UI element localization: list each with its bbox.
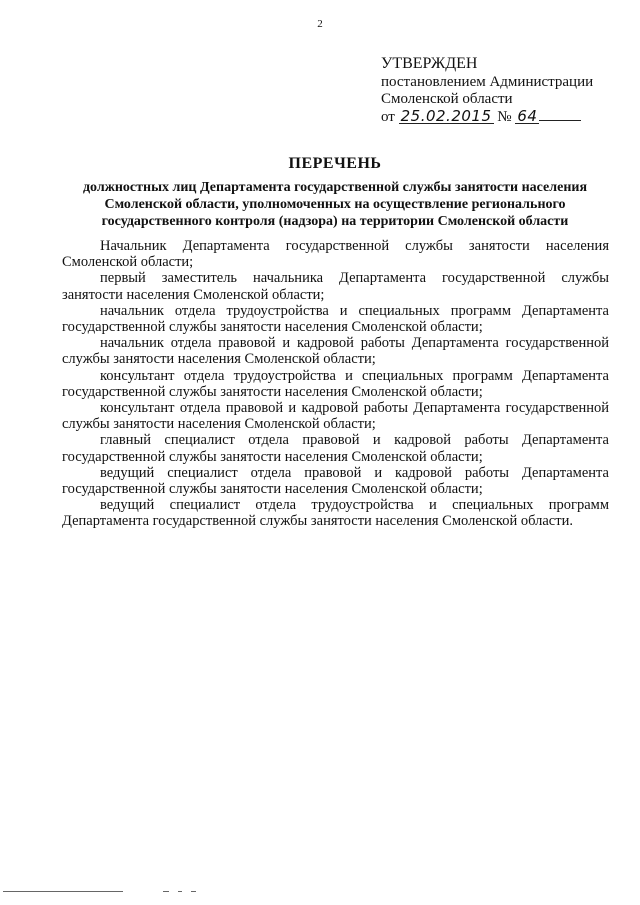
document-title (60, 155, 610, 230)
list-item: ведущий специалист отдела правовой и кадровой работы Департамента государственной службы занятости населения Смоленской области; (62, 464, 609, 498)
handwritten-date: 25.02.2015 (400, 107, 492, 125)
approval-heading: УТВЕРЖДЕН (381, 55, 478, 72)
list-item: начальник отдела трудоустройства и специальных программ Департамента государственной службы занятости населения Смоленской области; (62, 302, 609, 336)
list-item: главный специалист отдела правовой и кадровой работы Департамента государственной службы занятости населения Смоленской области; (62, 432, 609, 465)
approval-date-row (381, 108, 621, 126)
number-blank-line (539, 108, 581, 121)
footer-dash (191, 891, 196, 892)
approval-line-2: Смоленской области (381, 91, 513, 107)
list-item: консультант отдела правовой и кадровой работы Департамента государственной службы занятости населения Смоленской области; (62, 400, 609, 433)
approval-stamp (381, 55, 621, 126)
approval-line-1: постановлением Администрации (381, 74, 594, 90)
title-subtitle: должностных лиц Департамента государственной службы занятости населения Смоленской области, уполномоченных на осуществление регионального государственного контроля (надзора) на территории Смоленской области (82, 180, 588, 229)
footer-dash (3, 891, 123, 892)
title-heading: ПЕРЕЧЕНЬ (288, 155, 382, 172)
number-label: № (497, 109, 512, 125)
list-item: первый заместитель начальника Департамента государственной службы занятости населения Смоленской области; (62, 270, 609, 303)
footer-dash (178, 891, 182, 892)
list-item: ведущий специалист отдела трудоустройства и специальных программ Департамента государственной службы занятости населения Смоленской области. (62, 497, 609, 530)
date-prefix: от (381, 109, 395, 125)
footer-dash (163, 891, 169, 892)
scan-footer-marks (3, 891, 633, 895)
page-number: 2 (317, 18, 323, 30)
handwritten-number: 64 (517, 107, 538, 125)
list-item: Начальник Департамента государственной службы занятости населения Смоленской области; (62, 238, 609, 271)
list-item: начальник отдела правовой и кадровой работы Департамента государственной службы занятости населения Смоленской области; (62, 335, 609, 368)
list-item: консультант отдела трудоустройства и специальных программ Департамента государственной службы занятости населения Смоленской области; (62, 367, 609, 400)
positions-list (62, 238, 609, 530)
